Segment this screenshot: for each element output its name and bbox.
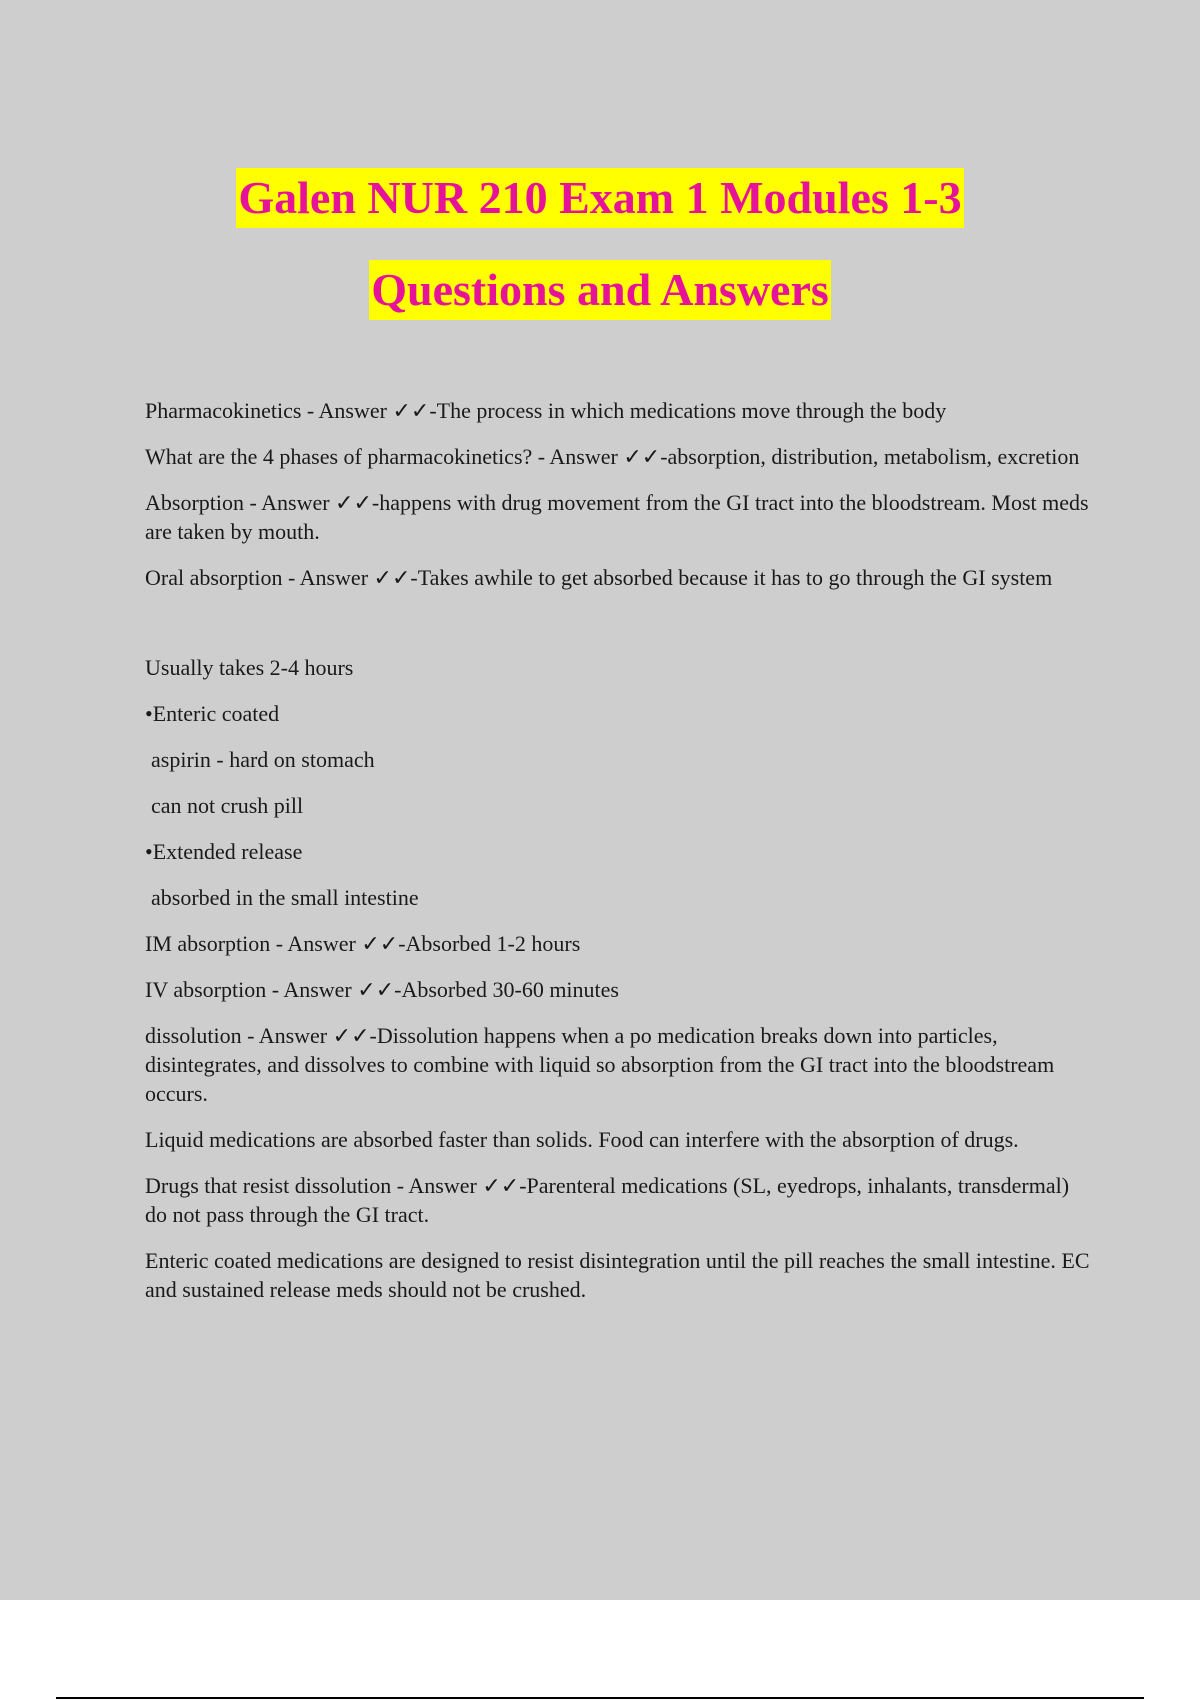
answer-marker: Answer ✓✓ <box>261 490 372 515</box>
answer-marker: Answer ✓✓ <box>283 977 395 1002</box>
qa-content <box>145 396 1090 1321</box>
entry-term: What are the 4 phases of pharmacokinetics? <box>145 444 533 469</box>
dissolution-note: Liquid medications are absorbed faster than solids. Food can interfere with the absorption of drugs. <box>145 1127 1019 1152</box>
qa-entry: Oral absorption - Answer ✓✓-Takes awhile to get absorbed because it has to go through the GI system <box>145 565 1053 590</box>
spacer <box>145 609 1090 653</box>
enteric-note: Enteric coated medications are designed to resist disintegration until the pill reaches the small intestine. EC and sustained release meds should not be crushed. <box>145 1248 1090 1302</box>
oral-note-bullet: •Enteric coated <box>145 701 280 726</box>
entry-answer: happens with drug movement from the GI tract into the bloodstream. Most meds are taken by mouth. <box>145 490 1089 544</box>
oral-note: can not crush pill <box>151 793 304 818</box>
oral-note: aspirin - hard on stomach <box>151 747 375 772</box>
oral-note: absorbed in the small intestine <box>151 885 419 910</box>
answer-marker: Answer ✓✓ <box>408 1173 520 1198</box>
qa-entry: IV absorption - Answer ✓✓-Absorbed 30-60 minutes <box>145 977 619 1002</box>
page-title-line-1: Galen NUR 210 Exam 1 Modules 1-3 <box>236 168 963 228</box>
entry-answer: absorption, distribution, metabolism, excretion <box>667 444 1080 469</box>
entry-answer: Takes awhile to get absorbed because it has to go through the GI system <box>417 565 1053 590</box>
entry-term: Pharmacokinetics <box>145 398 302 423</box>
entry-answer: Parenteral medications (SL, eyedrops, inhalants, transdermal) do not pass through the GI tract. <box>145 1173 1070 1227</box>
qa-entry: What are the 4 phases of pharmacokinetics? - Answer ✓✓-absorption, distribution, metabolism, excretion <box>145 444 1080 469</box>
qa-entry: Pharmacokinetics - Answer ✓✓-The process in which medications move through the body <box>145 398 947 423</box>
qa-entry: Absorption - Answer ✓✓-happens with drug movement from the GI tract into the bloodstream. Most meds are taken by mouth. <box>145 490 1089 544</box>
entry-term: IV absorption <box>145 977 267 1002</box>
entry-answer: Dissolution happens when a po medication breaks down into particles, disintegrates, and dissolves to combine with liquid so absorption from the GI tract into the bloodstream occurs. <box>145 1023 1055 1106</box>
entry-answer: Absorbed 30-60 minutes <box>401 977 619 1002</box>
answer-marker: Answer ✓✓ <box>549 444 661 469</box>
entry-term: IM absorption <box>145 931 271 956</box>
entry-answer: The process in which medications move through the body <box>436 398 947 423</box>
entry-term: Drugs that resist dissolution <box>145 1173 392 1198</box>
answer-marker: Answer ✓✓ <box>258 1023 370 1048</box>
qa-entry: dissolution - Answer ✓✓-Dissolution happens when a po medication breaks down into particles, disintegrates, and dissolves to combine with liquid so absorption from the GI tract into the bloodstream occurs. <box>145 1023 1055 1106</box>
oral-note: Usually takes 2-4 hours <box>145 655 354 680</box>
entry-term: Absorption <box>145 490 244 515</box>
answer-marker: Answer ✓✓ <box>299 565 411 590</box>
answer-marker: Answer ✓✓ <box>318 398 430 423</box>
answer-marker: Answer ✓✓ <box>287 931 399 956</box>
title-block <box>0 168 1200 352</box>
page-title-line-2: Questions and Answers <box>369 260 831 320</box>
oral-note-bullet: •Extended release <box>145 839 303 864</box>
page-divider <box>56 1697 1144 1699</box>
qa-entry: IM absorption - Answer ✓✓-Absorbed 1-2 hours <box>145 931 581 956</box>
qa-entry: Drugs that resist dissolution - Answer ✓✓-Parenteral medications (SL, eyedrops, inhalants, transdermal) do not pass through the GI tract. <box>145 1173 1070 1227</box>
entry-term: Oral absorption <box>145 565 283 590</box>
entry-term: dissolution <box>145 1023 242 1048</box>
entry-answer: Absorbed 1-2 hours <box>405 931 581 956</box>
